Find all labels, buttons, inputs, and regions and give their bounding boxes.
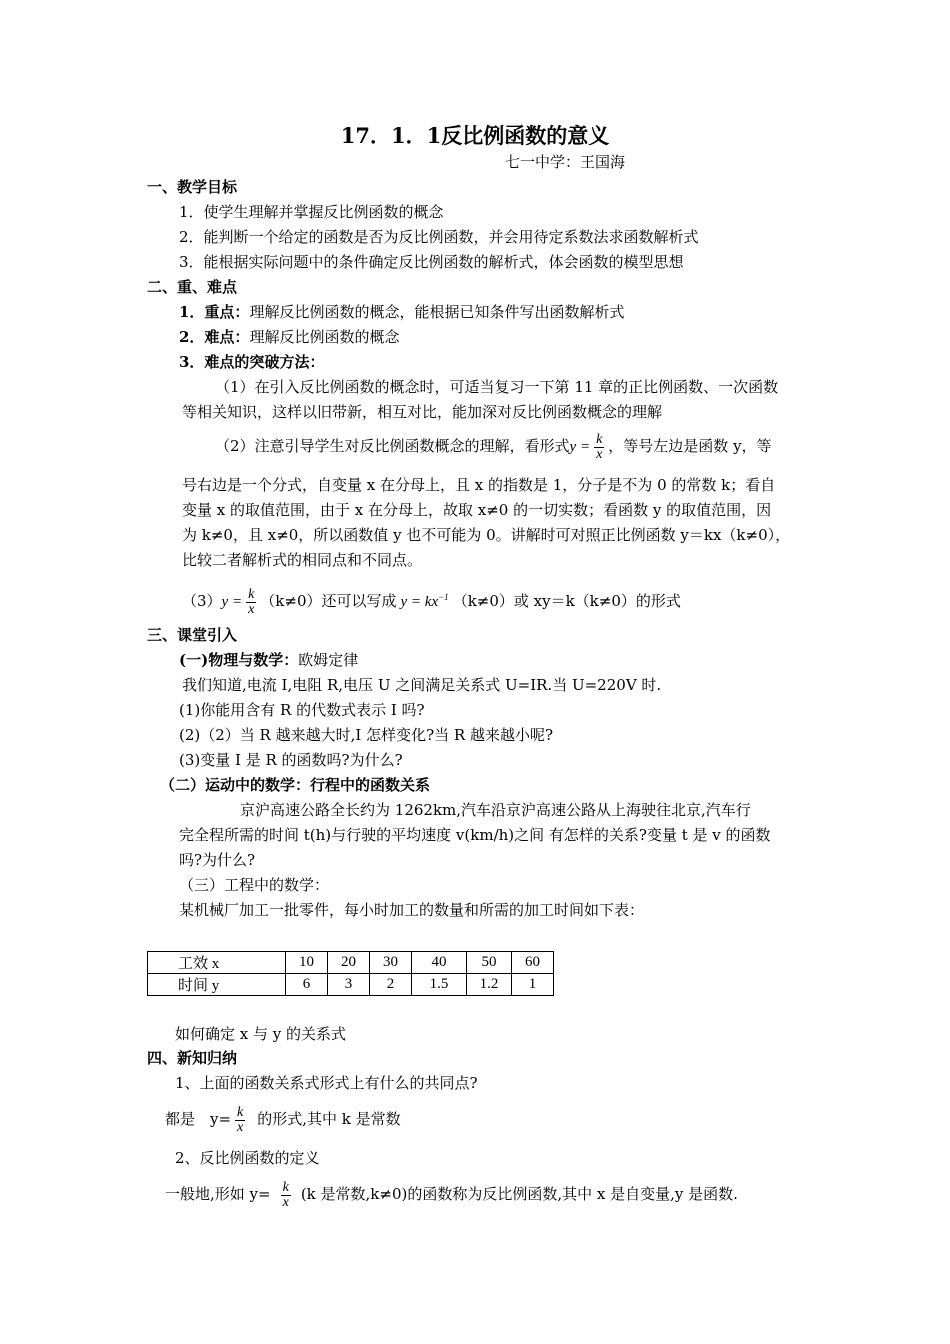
- table-cell: 工效 x: [148, 952, 286, 974]
- fraction-denominator: x: [596, 446, 603, 462]
- paragraph-text: (k 是常数,k≠0)的函数称为反比例函数,其中 x 是自变量,y 是函数.: [300, 1185, 738, 1203]
- subsection-heading: （三）工程中的数学：: [179, 876, 330, 894]
- paragraph-line: （1）在引入反比例函数的概念时，可适当复习一下第 11 章的正比例函数、一次函数: [215, 378, 779, 396]
- objective-item: 3．能根据实际问题中的条件确定反比例函数的解析式，体会函数的模型思想: [179, 253, 684, 271]
- subsection-heading: （二）运动中的数学：行程中的函数关系: [160, 776, 431, 794]
- paragraph-line: 变量 x 的取值范围，由于 x 在分母上，故取 x≠0 的一切实数；看函数 y 的取值范围，因: [182, 501, 772, 519]
- question-line: (2)（2）当 R 越来越大时,I 怎样变化?当 R 越来越小呢?: [179, 726, 553, 744]
- paragraph-line-with-formula: [182, 578, 681, 621]
- paragraph-text: 的形式,其中 k 是常数: [257, 1110, 401, 1128]
- table-cell: 2: [370, 974, 412, 996]
- fraction-numerator: k: [282, 1179, 289, 1195]
- paragraph-line: 等相关知识，这样以旧带新，相互对比，能加深对反比例函数概念的理解: [182, 403, 663, 421]
- subsection-label: (一)物理与数学：: [179, 651, 299, 669]
- question-line: (1)你能用含有 R 的代数式表示 I 吗?: [179, 701, 425, 719]
- table-cell: 50: [467, 952, 512, 974]
- paragraph-text: ，等号左边是函数 y，等: [608, 437, 772, 455]
- difficult-point-text: 理解反比例函数的概念: [249, 328, 400, 346]
- paragraph-text: 一般地,形如 y=: [165, 1185, 271, 1203]
- subsection-text: 欧姆定律: [298, 651, 359, 669]
- objective-item: 2．能判断一个给定的函数是否为反比例函数，并会用待定系数法求函数解析式: [179, 228, 699, 246]
- formula-y: y =: [221, 594, 243, 610]
- paragraph-text: （k≠0）还可以写成: [260, 592, 397, 610]
- paragraph-text: 都是 y=: [165, 1110, 232, 1128]
- author-line: 七一中学：王国海: [505, 153, 626, 171]
- formula-y: y =: [569, 439, 591, 455]
- method-heading: 3．难点的突破方法：: [179, 353, 325, 371]
- table-cell: 1.5: [412, 974, 467, 996]
- section-heading-4: 四、新知归纳: [147, 1049, 238, 1067]
- table-cell: 60: [512, 952, 554, 974]
- paragraph-line: 为 k≠0，且 x≠0，所以函数值 y 也不可能为 0。讲解时可对照正比例函数 y＝kx（k≠0），: [182, 526, 791, 544]
- fraction-numerator: k: [248, 586, 255, 602]
- question-line: 1、上面的函数关系式形式上有什么的共同点?: [175, 1074, 478, 1092]
- table-cell: 3: [328, 974, 370, 996]
- fraction-denominator: x: [282, 1194, 289, 1210]
- table-cell: 1: [512, 974, 554, 996]
- document-title: 17．1．1反比例函数的意义: [340, 123, 610, 148]
- section-heading-1: 一、教学目标: [147, 178, 238, 196]
- difficult-point-label: 2．难点：: [179, 328, 250, 346]
- paragraph-line: 吗?为什么?: [179, 851, 256, 869]
- fraction-k-over-x: [246, 588, 256, 617]
- paragraph-line-with-formula: [165, 1099, 401, 1139]
- fraction-denominator: x: [237, 1119, 244, 1135]
- fraction-numerator: k: [596, 431, 603, 447]
- paragraph-line: 比较二者解析式的相同点和不同点。: [182, 551, 423, 569]
- paragraph-line: 如何确定 x 与 y 的关系式: [175, 1025, 347, 1043]
- table-row: [148, 952, 554, 974]
- key-point-text: 理解反比例函数的概念，能根据已知条件写出函数解析式: [249, 303, 625, 321]
- table-cell: 40: [412, 952, 467, 974]
- paragraph-line: 我们知道,电流 I,电阻 R,电压 U 之间满足关系式 U=IR.当 U=220V 时.: [182, 676, 662, 694]
- subsection-heading: [179, 650, 358, 670]
- paragraph-text: （3）: [182, 592, 222, 610]
- paragraph-line-with-formula: [165, 1172, 738, 1216]
- paragraph-line: 某机械厂加工一批零件，每小时加工的数量和所需的加工时间如下表：: [179, 901, 645, 919]
- table-cell: 30: [370, 952, 412, 974]
- fraction-k-over-x: [281, 1181, 291, 1210]
- difficult-point: [179, 327, 399, 347]
- section-heading-3: 三、课堂引入: [147, 626, 238, 644]
- table-cell: 10: [286, 952, 328, 974]
- table-cell: 20: [328, 952, 370, 974]
- key-point: [179, 302, 624, 322]
- table-cell: 6: [286, 974, 328, 996]
- key-point-label: 1．重点：: [179, 303, 250, 321]
- paragraph-text: （k≠0）或 xy＝k（k≠0）的形式: [452, 592, 681, 610]
- formula-kx: y = kx: [400, 594, 439, 610]
- fraction-k-over-x: [235, 1106, 245, 1135]
- table-cell: 1.2: [467, 974, 512, 996]
- table-cell: 时间 y: [148, 974, 286, 996]
- fraction-k-over-x: [594, 433, 604, 462]
- formula-exponent: −1: [438, 592, 449, 602]
- question-line: (3)变量 I 是 R 的函数吗?为什么?: [179, 751, 403, 769]
- formula-kx-inverse: [401, 594, 449, 610]
- paragraph-line-with-formula: [215, 427, 772, 466]
- objective-item: 1．使学生理解并掌握反比例函数的概念: [179, 203, 444, 221]
- section-heading-2: 二、重、难点: [147, 278, 238, 296]
- fraction-denominator: x: [248, 601, 255, 617]
- paragraph-line: 号右边是一个分式，自变量 x 在分母上，且 x 的指数是 1，分子是不为 0 的常数 k；看自: [182, 476, 776, 494]
- fraction-numerator: k: [237, 1104, 244, 1120]
- table-row: [148, 974, 554, 996]
- paragraph-line: 京沪高速公路全长约为 1262km,汽车沿京沪高速公路从上海驶往北京,汽车行: [240, 801, 751, 819]
- paragraph-text: （2）注意引导学生对反比例函数概念的理解，看形式: [215, 437, 570, 455]
- data-table: [147, 951, 554, 996]
- question-line: 2、反比例函数的定义: [175, 1149, 320, 1167]
- paragraph-line: 完全程所需的时间 t(h)与行驶的平均速度 v(km/h)之间 有怎样的关系?变量 t 是 v 的函数: [179, 826, 771, 844]
